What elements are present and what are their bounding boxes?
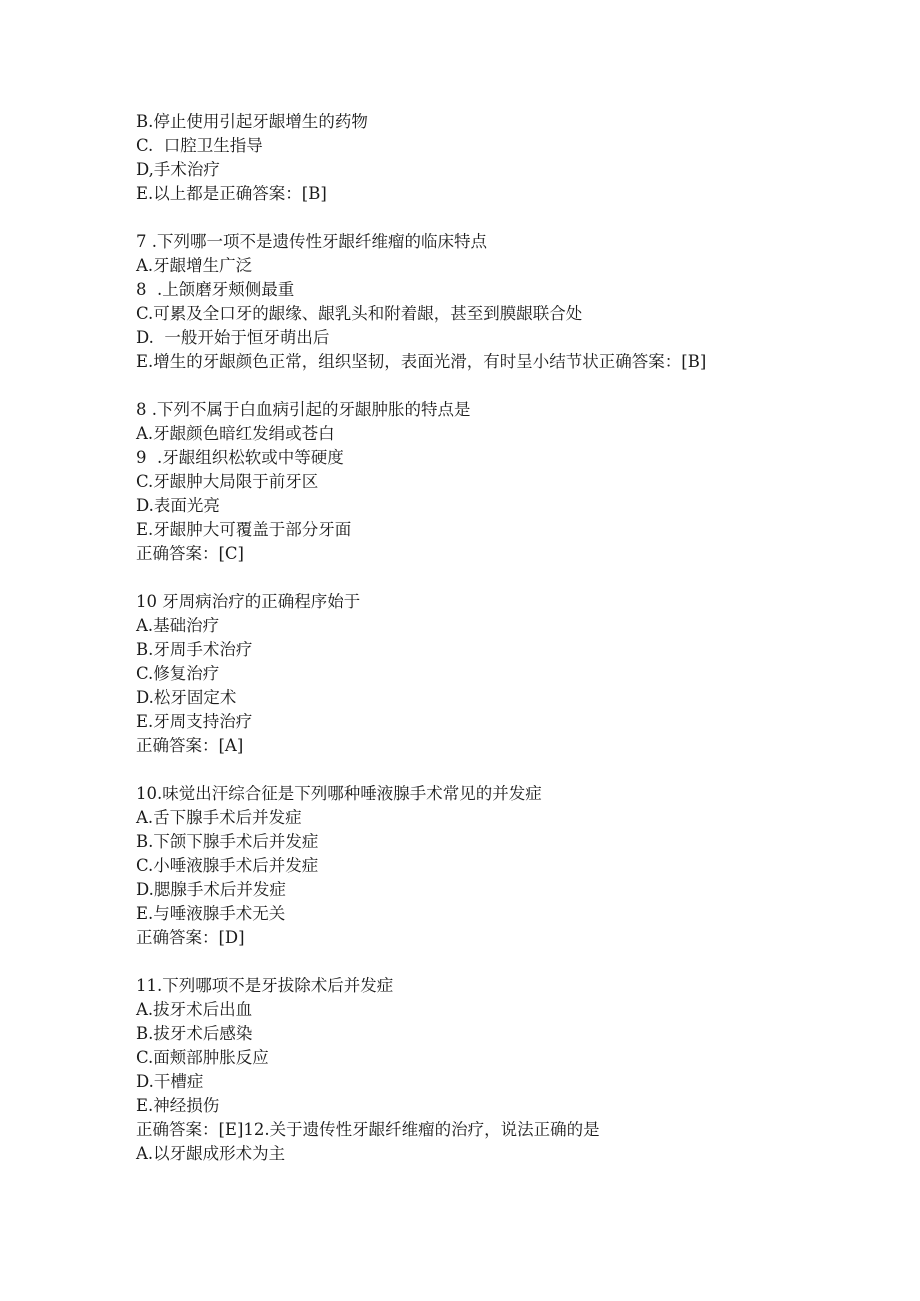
text-line: E.与唾液腺手术无关: [136, 904, 286, 923]
text-line: B.牙周手术治疗: [136, 640, 253, 659]
text-line: E.神经损伤: [136, 1096, 220, 1115]
text-line: B.拔牙术后感染: [136, 1024, 253, 1043]
text-line: E.牙周支持治疗: [136, 712, 253, 731]
text-line: 9 .牙龈组织松软或中等硬度: [136, 448, 344, 467]
text-line: E.增生的牙龈颜色正常，组织坚韧，表面光滑，有时呈小结节状正确答案：[B]: [136, 352, 707, 371]
paragraph-gap: [136, 950, 836, 974]
paragraph-gap: [136, 374, 836, 398]
text-line: D.干槽症: [136, 1072, 204, 1091]
text-line: B.下颌下腺手术后并发症: [136, 832, 319, 851]
paragraph-gap: [136, 566, 836, 590]
text-line: A.牙龈颜色暗红发绢或苍白: [136, 424, 335, 443]
text-line: 8 .下列不属于白血病引起的牙龈肿胀的特点是: [136, 400, 471, 419]
text-line: C.可累及全口牙的龈缘、龈乳头和附着龈，甚至到膜龈联合处: [136, 304, 583, 323]
document-page: [136, 110, 836, 1166]
text-line: 10 牙周病治疗的正确程序始于: [136, 592, 361, 611]
text-line: D,手术治疗: [136, 160, 220, 179]
text-line: D. 一般开始于恒牙萌出后: [136, 328, 330, 347]
text-line: C.牙龈肿大局限于前牙区: [136, 472, 319, 491]
text-line: D.表面光亮: [136, 496, 220, 515]
text-line: A.以牙龈成形术为主: [136, 1144, 286, 1163]
text-line: 7 .下列哪一项不是遗传性牙龈纤维瘤的临床特点: [136, 232, 487, 251]
text-line: E.牙龈肿大可覆盖于部分牙面: [136, 520, 352, 539]
text-line: E.以上都是正确答案：[B]: [136, 184, 327, 203]
text-line: 8 .上颌磨牙颊侧最重: [136, 280, 295, 299]
text-line: D.腮腺手术后并发症: [136, 880, 286, 899]
paragraph-gap: [136, 758, 836, 782]
text-line: A.基础治疗: [136, 616, 220, 635]
text-line: B.停止使用引起牙龈增生的药物: [136, 112, 368, 131]
text-line: 正确答案：[A]: [136, 736, 244, 755]
text-line: 11.下列哪项不是牙拔除术后并发症: [136, 976, 394, 995]
text-line: 10.味觉出汗综合征是下列哪种唾液腺手术常见的并发症: [136, 784, 542, 803]
text-line: A.牙龈增生广泛: [136, 256, 253, 275]
text-line: A.舌下腺手术后并发症: [136, 808, 302, 827]
text-line: C.修复治疗: [136, 664, 220, 683]
text-line: 正确答案：[E]12.关于遗传性牙龈纤维瘤的治疗，说法正确的是: [136, 1120, 600, 1139]
text-line: A.拔牙术后出血: [136, 1000, 253, 1019]
text-line: 正确答案：[C]: [136, 544, 244, 563]
text-line: 正确答案：[D]: [136, 928, 245, 947]
text-line: C. 口腔卫生指导: [136, 136, 263, 155]
text-line: D.松牙固定术: [136, 688, 237, 707]
paragraph-gap: [136, 206, 836, 230]
text-line: C.小唾液腺手术后并发症: [136, 856, 319, 875]
text-line: C.面颊部肿胀反应: [136, 1048, 269, 1067]
